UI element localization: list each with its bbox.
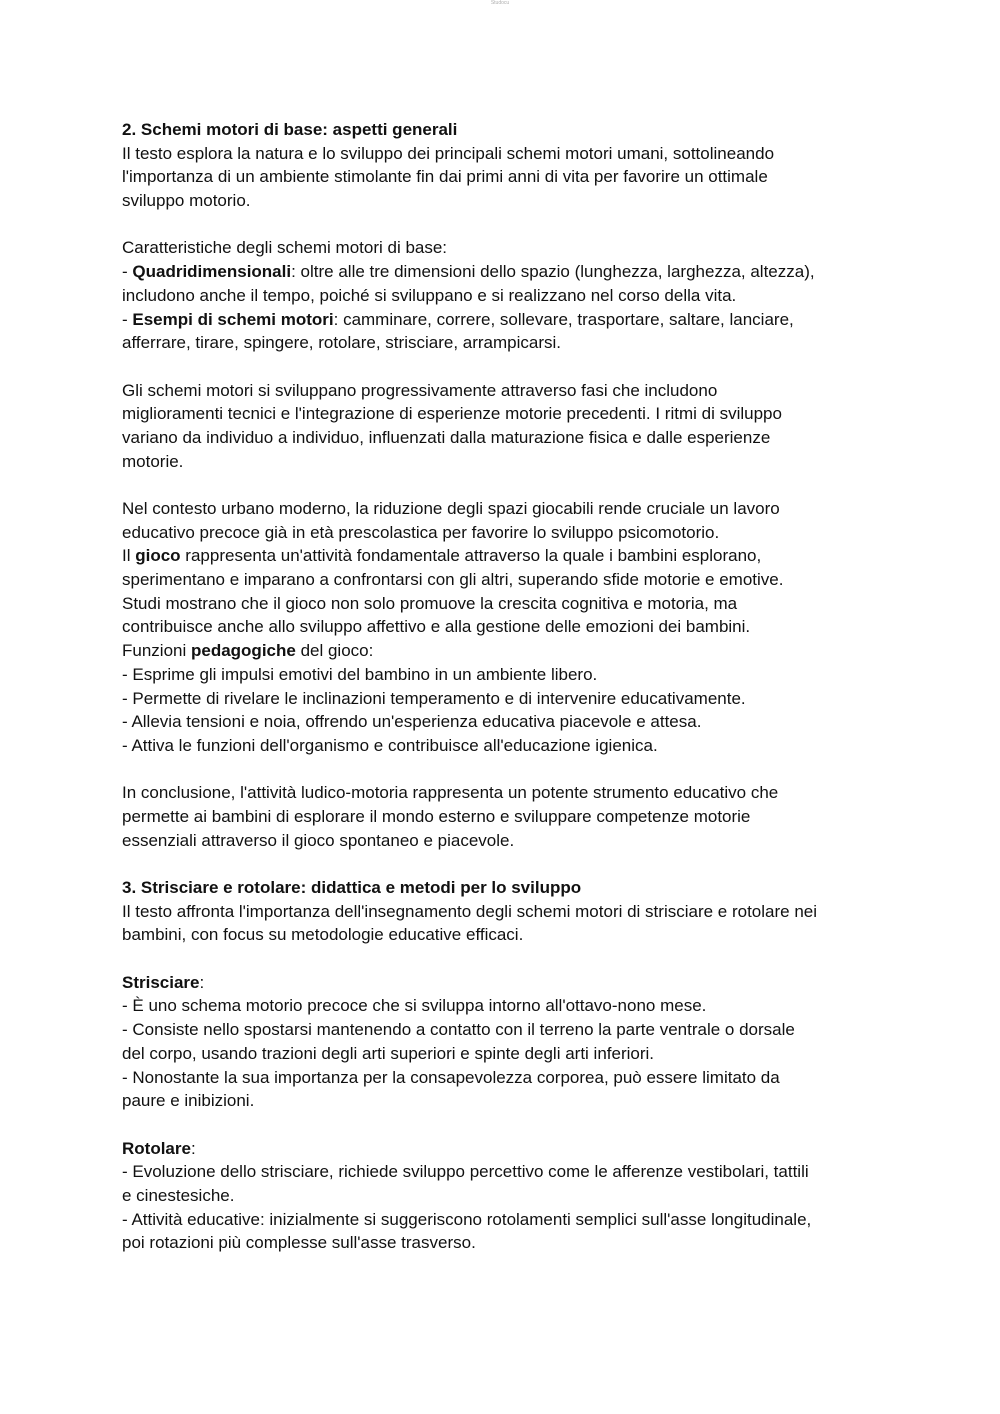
- paragraph-line: motorie.: [122, 451, 184, 471]
- list-item: e cinestesiche.: [122, 1185, 235, 1205]
- paragraph-line: Nel contesto urbano moderno, la riduzione degli spazi giocabili rende cruciale un lavoro: [122, 499, 780, 518]
- bullet-esempi: - Esempi di schemi motori: camminare, correre, sollevare, trasportare, saltare, lanciare,: [122, 309, 794, 329]
- paragraph-line: l'importanza di un ambiente stimolante fin dai primi anni di vita per favorire un ottimale: [122, 167, 768, 187]
- paragraph-line: Il testo esplora la natura e lo sviluppo dei principali schemi motori umani, sottolineando: [122, 143, 775, 163]
- document-body: [122, 118, 882, 1255]
- paragraph-line: permette ai bambini di esplorare il mondo esterno e sviluppare competenze motorie: [122, 806, 751, 826]
- paragraph-line: Il testo affronta l'importanza dell'insegnamento degli schemi motori di strisciare e rotolare nei: [122, 901, 818, 921]
- list-item: - Nonostante la sua importanza per la consapevolezza corporea, può essere limitato da: [122, 1067, 780, 1087]
- list-item: del corpo, usando trazioni degli arti superiori e spinte degli arti inferiori.: [122, 1043, 655, 1063]
- paragraph-line: In conclusione, l'attività ludico-motoria rappresenta un potente strumento educativo che: [122, 783, 779, 803]
- strisciare-title: Strisciare:: [122, 972, 205, 992]
- rotolare-title: Rotolare:: [122, 1138, 196, 1158]
- paragraph-line: variano da individuo a individuo, influenzati dalla maturazione fisica e dalle esperienze: [122, 427, 771, 447]
- header-watermark: Studocu: [490, 0, 510, 6]
- paragraph-line: educativo precoce già in età prescolastica per favorire lo sviluppo psicomotorio.: [122, 522, 720, 542]
- paragraph-line: sperimentano e imparano a confrontarsi con gli altri, superando sfide motorie e emotive.: [122, 570, 784, 590]
- paragraph-line: afferrare, tirare, spingere, rotolare, strisciare, arrampicarsi.: [122, 333, 562, 353]
- paragraph-line: bambini, con focus su metodologie educative efficaci.: [122, 925, 524, 945]
- paragraph-line: Gli schemi motori si sviluppano progressivamente attraverso fasi che includono: [122, 380, 718, 400]
- list-item: - Consiste nello spostarsi mantenendo a contatto con il terreno la parte ventrale o dorsale: [122, 1020, 795, 1040]
- section-2-heading: 2. Schemi motori di base: aspetti generali: [122, 120, 458, 139]
- paragraph-line: contribuisce anche allo sviluppo affettivo e alla gestione delle emozioni dei bambini.: [122, 617, 751, 637]
- list-item: - Esprime gli impulsi emotivi del bambino in un ambiente libero.: [122, 664, 598, 684]
- list-item: - Permette di rivelare le inclinazioni temperamento e di intervenire educativamente.: [122, 688, 746, 708]
- gioco-line: Il gioco rappresenta un'attività fondamentale attraverso la quale i bambini esplorano,: [122, 546, 762, 566]
- list-item: - Evoluzione dello strisciare, richiede sviluppo percettivo come le afferenze vestibolari, tattili: [122, 1162, 809, 1182]
- paragraph-line: miglioramenti tecnici e l'integrazione di esperienze motorie precedenti. I ritmi di sviluppo: [122, 404, 782, 424]
- list-item: - Attività educative: inizialmente si suggeriscono rotolamenti semplici sull'asse longitudinale,: [122, 1209, 812, 1229]
- characteristics-title: Caratteristiche degli schemi motori di base:: [122, 238, 448, 258]
- list-item: poi rotazioni più complesse sull'asse trasverso.: [122, 1233, 476, 1253]
- section-3-heading: 3. Strisciare e rotolare: didattica e metodi per lo sviluppo: [122, 878, 582, 897]
- functions-title: Funzioni pedagogiche del gioco:: [122, 641, 374, 661]
- list-item: paure e inibizioni.: [122, 1091, 255, 1111]
- bullet-quadridimensionali: - Quadridimensionali: oltre alle tre dimensioni dello spazio (lunghezza, larghezza, altezza),: [122, 262, 815, 282]
- paragraph-line: Studi mostrano che il gioco non solo promuove la crescita cognitiva e motoria, ma: [122, 593, 738, 613]
- paragraph-line: essenziali attraverso il gioco spontaneo e piacevole.: [122, 830, 515, 850]
- list-item: - Allevia tensioni e noia, offrendo un'esperienza educativa piacevole e attesa.: [122, 712, 702, 732]
- list-item: - Attiva le funzioni dell'organismo e contribuisce all'educazione igienica.: [122, 735, 658, 755]
- paragraph-line: includono anche il tempo, poiché si sviluppano e si realizzano nel corso della vita.: [122, 285, 737, 305]
- paragraph-line: sviluppo motorio.: [122, 191, 251, 211]
- list-item: - È uno schema motorio precoce che si sviluppa intorno all'ottavo-nono mese.: [122, 996, 707, 1016]
